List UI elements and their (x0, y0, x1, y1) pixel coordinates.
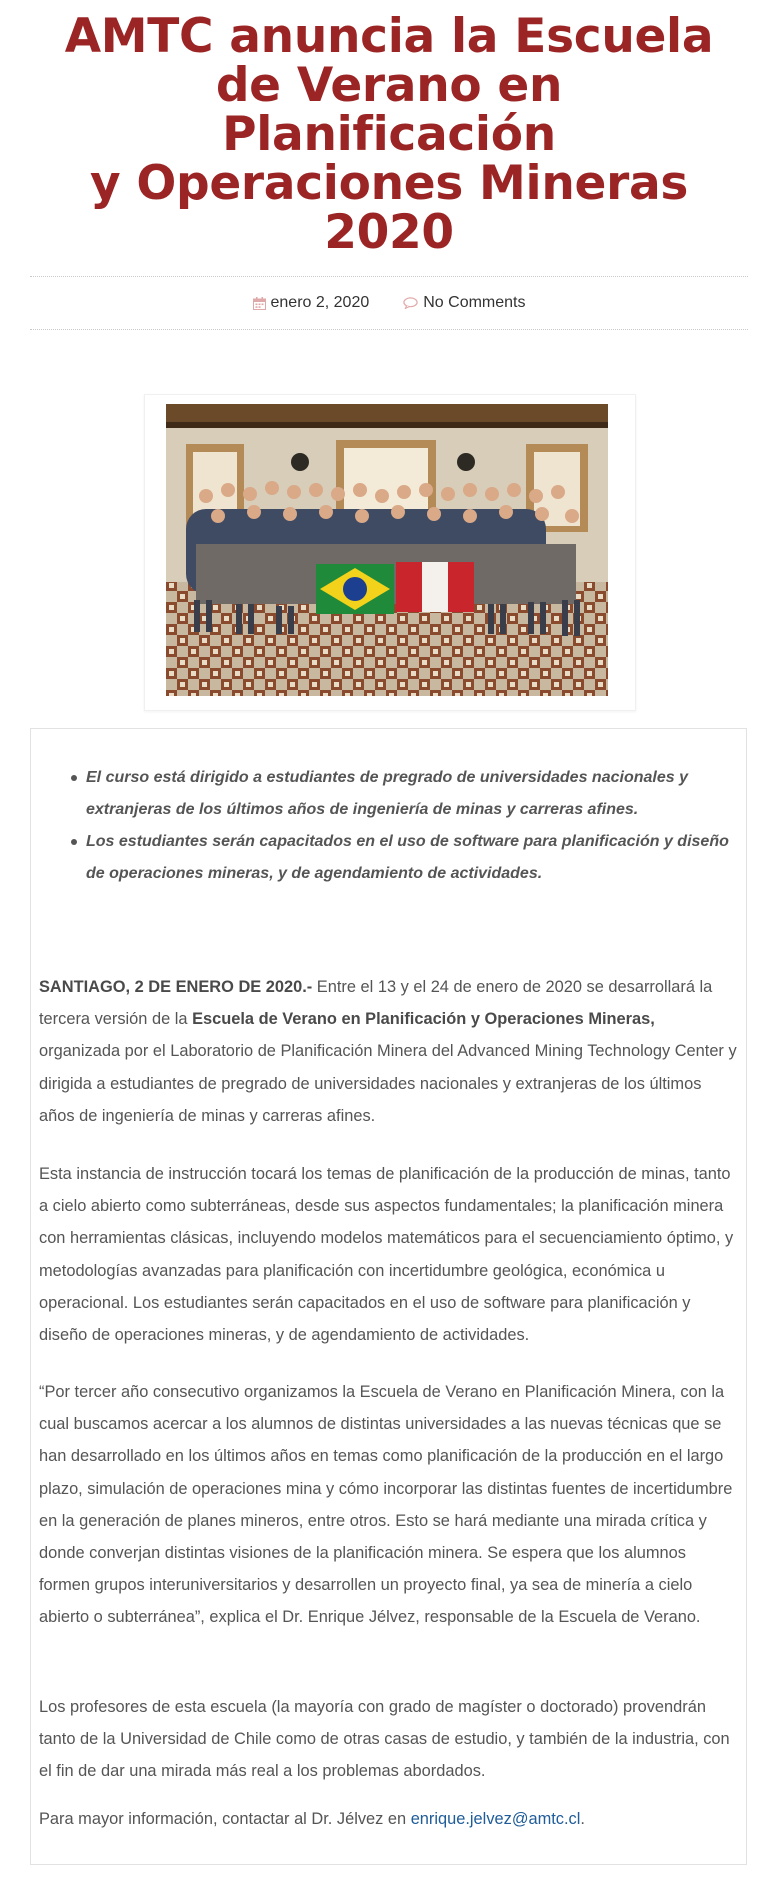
peru-flag (396, 562, 474, 612)
post-date-link[interactable]: enero 2, 2020 (270, 294, 370, 311)
post-title (60, 9, 718, 260)
paragraph-text: . (580, 1810, 585, 1828)
email-link[interactable]: enrique.jelvez@amtc.cl (410, 1810, 581, 1828)
post-date (253, 294, 370, 312)
paragraph-text: Para mayor información, contactar al Dr. Jélvez en (39, 1810, 411, 1828)
comment-bubble-icon (403, 297, 418, 309)
school-name: Escuela de Verano en Planificación y Operaciones Mineras, (192, 1010, 655, 1029)
paragraph-quote: “Por tercer año consecutivo organizamos la Escuela de Verano en Planificación Minera, con la cual buscamos acercar a los alumnos de distintas universidades a las nuevas técnicas que se han desarrollado en los últimos años en temas como planificación de la producción en el largo plazo, simulación de operaciones mina y cómo incorporar las distintas fuentes de incertidumbre en la generación de planes mineros, entre otros. Esto se hará mediante una mirada crítica y donde converjan distintas visiones de la planificación minera. Se espera que los alumnos formen grupos interuniversitarios y desarrollen un proyecto final, ya sea de minería a cielo abierto o subterránea”, explica el Dr. Enrique Jélvez, responsable de la Escuela de Verano. (39, 1383, 733, 1627)
list-item: El curso está dirigido a estudiantes de pregrado de universidades nacionales y extranjeras de los últimos años de ingeniería de minas y carreras afines. (56, 762, 736, 826)
summary-list (56, 762, 736, 890)
post-comments (403, 294, 525, 312)
comments-link[interactable]: No Comments (423, 294, 526, 311)
paragraph-professors: Los profesores de esta escuela (la mayoría con grado de magíster o doctorado) provendrán tanto de la Universidad de Chile como de otras casas de estudio, y también de la industria, con el fin de dar una mirada más real a los problemas abordados. (39, 1698, 730, 1781)
dateline: SANTIAGO, 2 DE ENERO DE 2020.- (39, 978, 313, 996)
post-title-line: de Verano en Planificación (215, 58, 563, 162)
post-title-line: 2020 (324, 205, 454, 260)
brazil-flag (316, 564, 394, 614)
featured-image-frame (144, 394, 636, 711)
paragraph-text: organizada por el Laboratorio de Planificación Minera del Advanced Mining Technology Center y dirigida a estudiantes de pregrado de universidades nacionales y extranjeras de los últimos años de ingeniería de minas y carreras afines. (39, 1042, 737, 1125)
calendar-icon (253, 297, 266, 310)
list-item: Los estudiantes serán capacitados en el uso de software para planificación y diseño de operaciones mineras, y de agendamiento de actividades. (56, 826, 736, 890)
post-meta-bar (30, 276, 748, 330)
post-title-line: AMTC anuncia la Escuela (64, 9, 714, 64)
paragraph-intro (39, 971, 739, 1132)
paragraph-topics: Esta instancia de instrucción tocará los temas de planificación de la producción de minas, tanto a cielo abierto como subterráneas, desde sus aspectos fundamentales; la planificación minera con herramientas clásicas, incluyendo modelos matemáticos para el secuenciamiento óptimo, y metodologías avanzadas para planificación con incertidumbre geológica, económica u operacional. Los estudiantes serán capacitados en el uso de software para planificación y diseño de operaciones mineras, y de agendamiento de actividades. (39, 1165, 734, 1345)
paragraph-text: Entre el 13 y el 24 de enero de 2020 se desarrollará la tercera versión de la (39, 978, 713, 1029)
post-title-line: y Operaciones Mineras (89, 156, 689, 211)
paragraph-contact (39, 1803, 739, 1835)
group-photo[interactable] (166, 404, 608, 696)
